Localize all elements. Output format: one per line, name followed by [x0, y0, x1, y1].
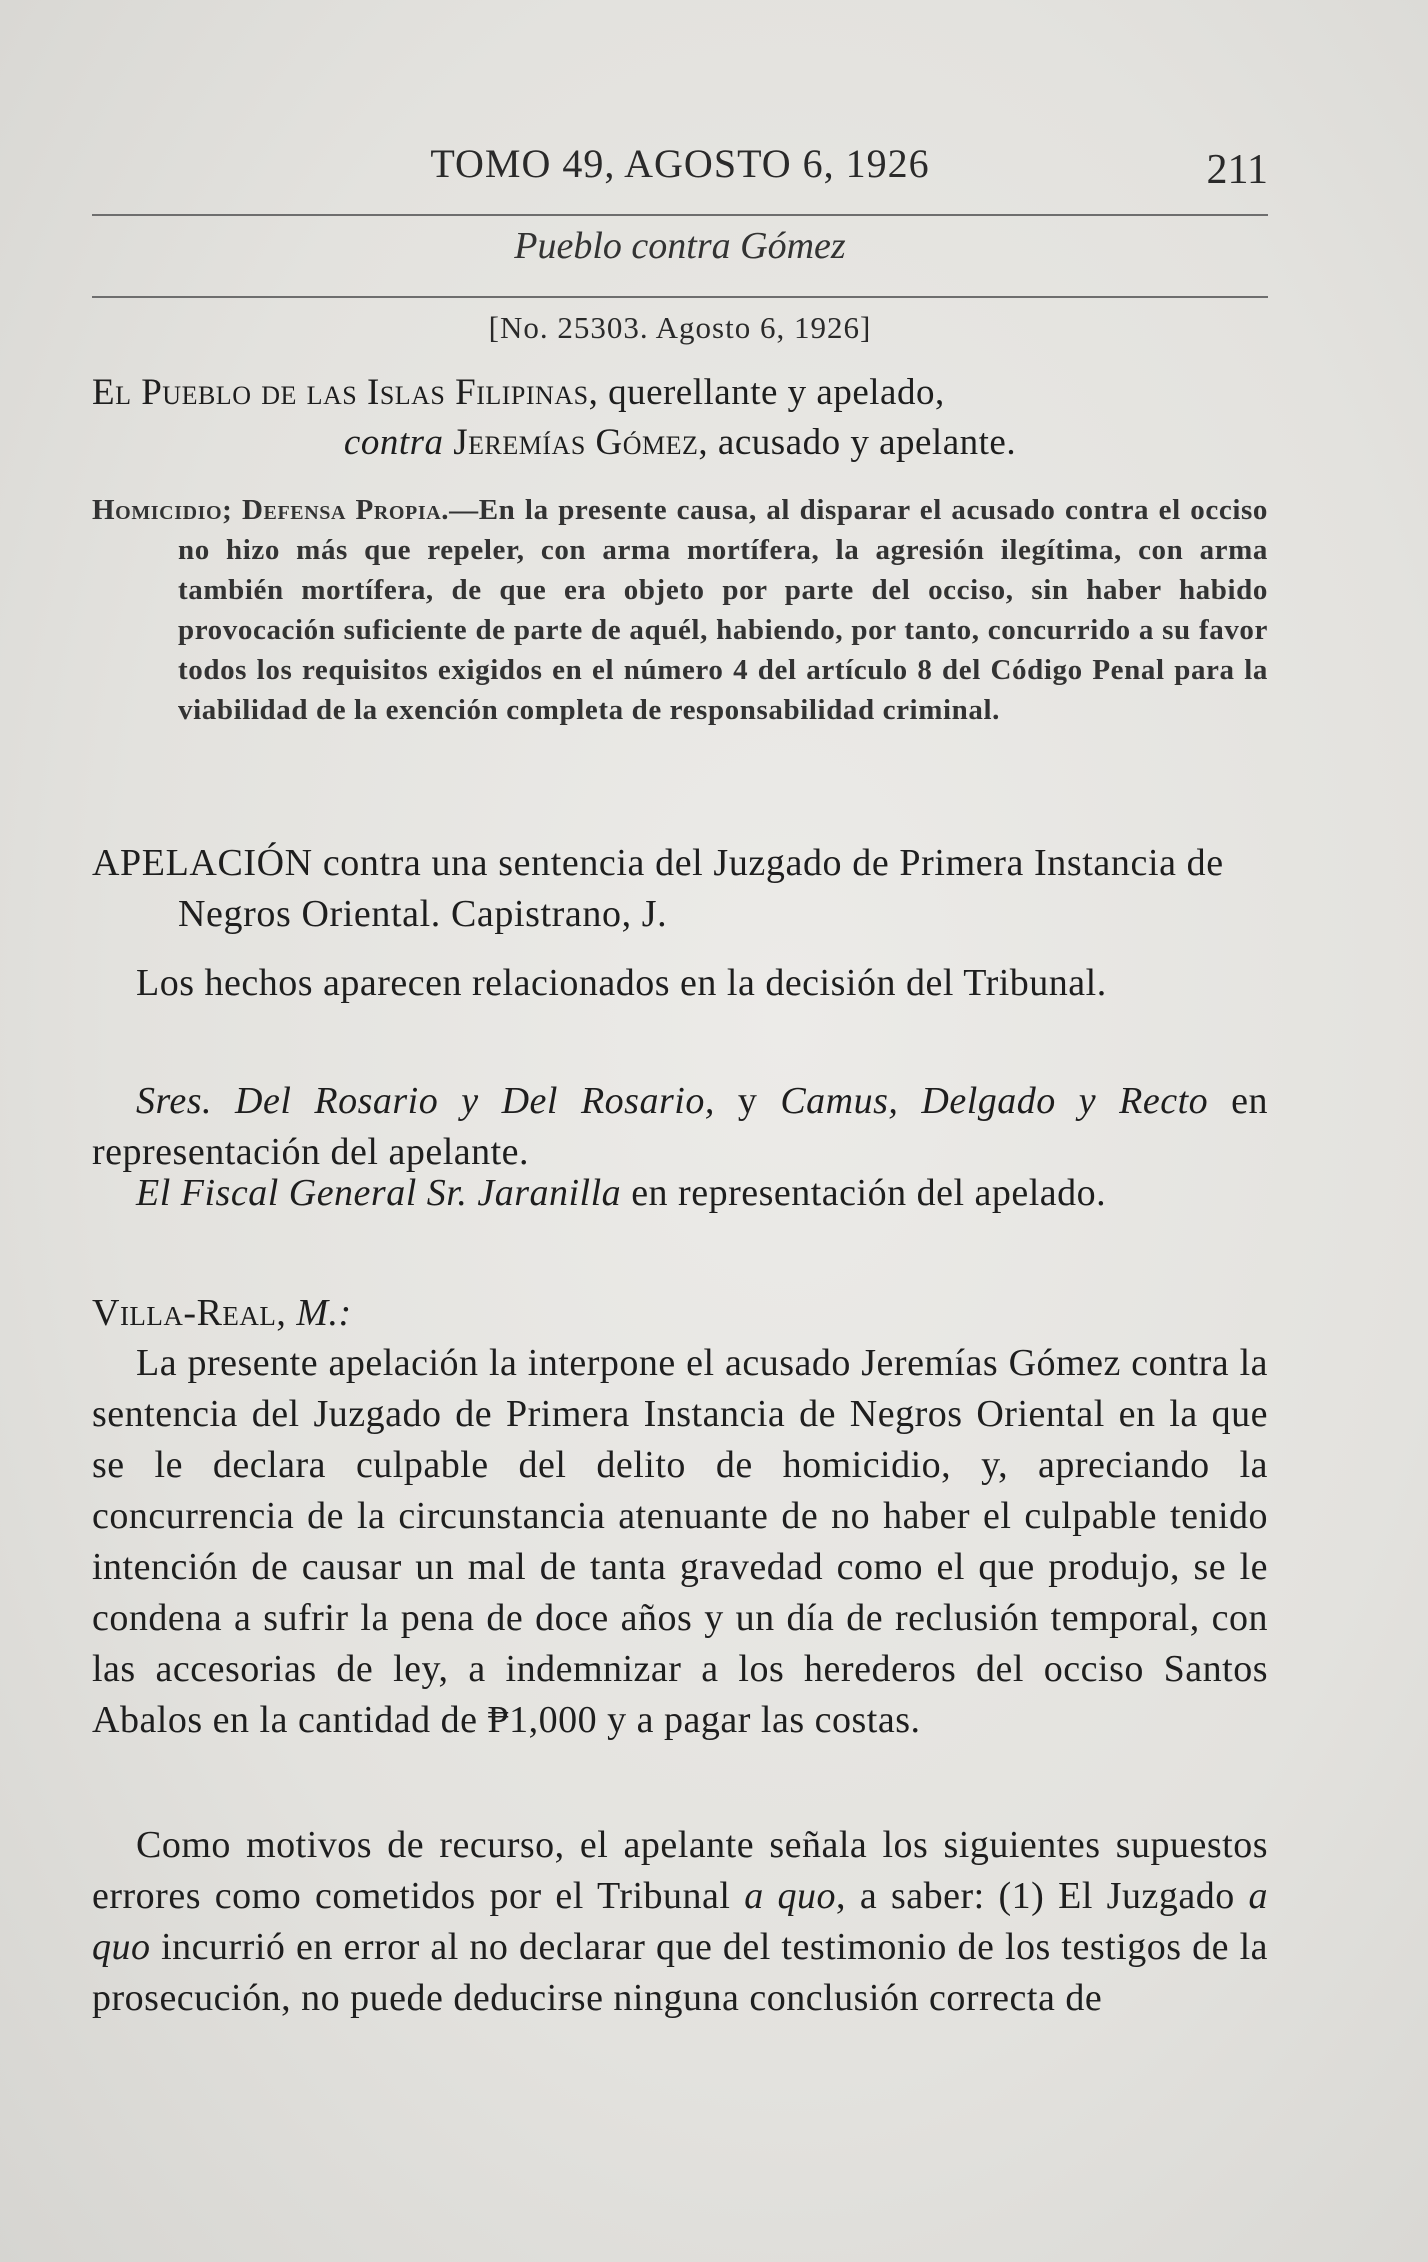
case-caption [92, 368, 1268, 468]
opinion-2-aquo-1: a quo [744, 1875, 837, 1917]
syllabus [92, 490, 1268, 730]
judge-name: Villa-Real, [92, 1292, 287, 1334]
opinion-2-aquo-2: a quo [92, 1875, 1268, 1968]
syllabus-topic: Homicidio; Defensa Propia. [92, 494, 450, 526]
defendant-name: Jeremías Gómez [453, 422, 699, 463]
plaintiff-role: , querellante y apelado, [588, 372, 945, 413]
caption-line-2 [92, 418, 1268, 468]
counsel-appellant-rest: en representación del apelante. [92, 1080, 1269, 1173]
counsel-appellant-mid: y [714, 1080, 781, 1122]
caption-line-1 [92, 368, 1268, 418]
syllabus-paragraph [92, 490, 1268, 730]
opinion-2-part-2: , a saber: (1) El Juzgado [836, 1875, 1249, 1917]
counsel-appellee [92, 1168, 1268, 1219]
counsel-appellee-names: El Fiscal General Sr. Jaranilla [136, 1172, 622, 1214]
appeal-statement [92, 838, 1268, 940]
running-head: TOMO 49, AGOSTO 6, 1926 [430, 141, 930, 186]
counsel-appellee-rest: en representación del apelado. [621, 1172, 1107, 1214]
opinion-paragraph-1: La presente apelación la interpone el acusado Jeremías Gómez contra la sentencia del Juzgado de Primera Instancia de Negros Oriental en la que se le declara culpable del delito de homicidio, y, apreciando la concurrencia de la circunstancia atenuante de no haber el culpable tenido intención de causar un mal de tanta gravedad como el que produjo, se le condena a sufrir la pena de doce años y un día de reclusión temporal, con las accesorias de ley, a indemnizar a los herederos del occiso Santos Abalos en la cantidad de ₱1,000 y a pagar las costas. [92, 1342, 1268, 1741]
page-number: 211 [1206, 147, 1268, 193]
opinion-2-part-1: Como motivos de recurso, el apelante señala los siguientes supuestos errores como cometidos por el Tribunal [92, 1824, 1268, 1917]
counsel-appellant-names-2: Camus, Delgado y Recto [780, 1080, 1209, 1122]
docket-number: [No. 25303. Agosto 6, 1926] [488, 310, 872, 345]
opinion-2-part-3: incurrió en error al no declarar que del testimonio de los testigos de la prosecución, no puede deducirse ninguna conclusión correcta de [92, 1926, 1268, 2019]
facts-paragraph: Los hechos aparecen relacionados en la decisión del Tribunal. [136, 962, 1107, 1004]
counsel-appellant [92, 1076, 1268, 1178]
header-rule-bottom [92, 296, 1268, 298]
appeal-text: contra una sentencia del Juzgado de Primera Instancia de Negros Oriental. Capistrano, J. [178, 842, 1224, 935]
case-short-title: Pueblo contra Gómez [514, 225, 846, 267]
contra-word: contra [343, 422, 444, 463]
syllabus-text: —En la presente causa, al disparar el acusado contra el occiso no hizo más que repeler, con arma mortífera, la agresión ilegítima, con arma también mortífera, de que era objeto por parte del occiso, sin haber habido provocación suficiente de parte de aquél, habiendo, por tanto, concurrido a su favor todos los requisitos exigidos en el número 4 del artículo 8 del Código Penal para la viabilidad de la exención completa de responsabilidad criminal. [178, 494, 1268, 726]
header-rule-top [92, 214, 1268, 216]
plaintiff-name: El Pueblo de las Islas Filipinas [92, 372, 589, 413]
appeal-lead: APELACIÓN [92, 842, 313, 884]
page-header [92, 140, 1268, 200]
judge-title: M.: [286, 1292, 352, 1334]
defendant-role: , acusado y apelante. [698, 422, 1017, 463]
counsel-appellant-names-1: Sres. Del Rosario y Del Rosario, [136, 1080, 715, 1122]
opinion-paragraph-2 [92, 1820, 1268, 2024]
judge-line [92, 1288, 1268, 1339]
